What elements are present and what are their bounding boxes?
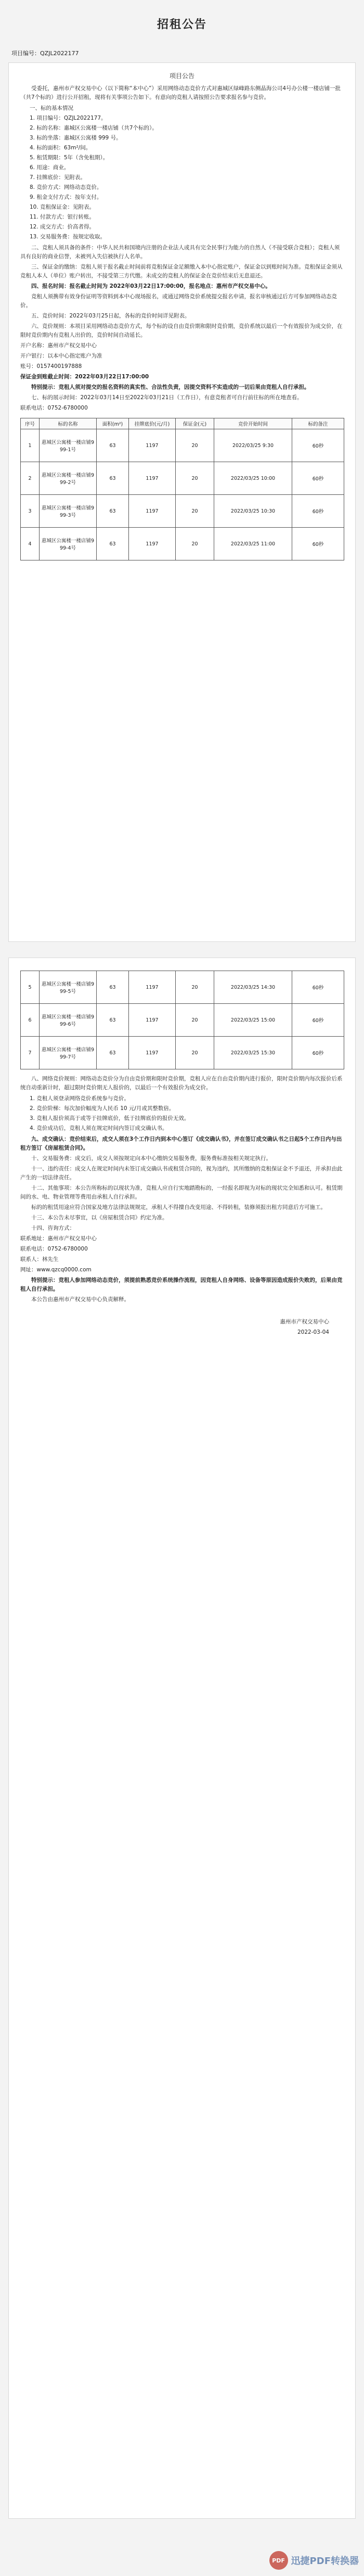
table-cell: 2022/03/25 11:00 [214,528,292,560]
table-cell: 1197 [129,429,176,462]
table-cell: 惠城区公寓楼一楼店铺999-1号 [40,429,97,462]
table-cell: 20 [176,429,214,462]
table-cell: 63 [97,429,129,462]
registration-method-paragraph: 竞租人须携带有效身份证明等资料到本中心现场报名，或通过网络竞价系统提交报名申请，报名审核通过后方可参加网络动态竞价。 [20,294,337,309]
list-item: 5. 租赁期限：5年（含免租期）。 [30,155,109,161]
table-cell: 60秒 [292,495,344,528]
table-cell: 2 [21,462,40,495]
contact-person: 联系人：林先生 [20,1256,59,1263]
watermark-text: 迅捷PDF转换器 [291,2556,359,2567]
table-cell: 惠城区公寓楼一楼店铺999-6号 [40,1004,97,1037]
table-row [21,495,344,528]
liability-paragraph: 十一、违约责任：成交人在规定时间内未签订成交确认书或租赁合同的，视为违约，其所缴纳的竞租保证金不予退还，并承担由此产生的一切法律责任。 [20,1166,343,1181]
table-cell: 63 [97,495,129,528]
table-cell: 7 [21,1037,40,1069]
lots-table-part-1 [20,418,344,560]
table-cell: 惠城区公寓楼一楼店铺999-4号 [40,528,97,560]
list-item: 4. 竞价成功后，竞租人须在规定时间内签订成交确认书。 [30,1125,168,1131]
contact-phone-2: 联系电话：0752-6780000 [20,1246,88,1252]
announcement-page-2 [8,958,356,2519]
table-row [21,971,344,1004]
special-notice-paragraph: 特别提示：竞租人须对提交的报名资料的真实性、合法性负责，因提交资料不实造成的一切后果由竞租人自行承担。 [31,384,310,390]
signature-block [9,1317,329,1337]
list-item: 1. 竞租人须登录网络竞价系统参与竞价。 [30,1095,129,1102]
table-cell: 60秒 [292,971,344,1004]
table-cell: 惠城区公寓楼一楼店铺999-5号 [40,971,97,1004]
list-item: 3. 竞租人报价须高于或等于挂牌底价，低于挂牌底价的报价无效。 [30,1115,190,1121]
table-cell: 20 [176,1037,214,1069]
contact-phone: 联系电话：0752-6780000 [20,405,88,411]
table-header-cell: 保证金(元) [176,418,214,429]
table-cell: 20 [176,495,214,528]
bidding-rule-paragraph: 六、竞价规则：本项目采用网络动态竞价方式，每个标的设自由竞价期和限时竞价期，竞价系统以最后一个有效报价为成交价，在限时竞价期内有竞租人出价的，竞价时间自动延长。 [20,323,343,338]
signature-date: 2022-03-04 [297,1329,329,1335]
table-cell: 1197 [129,1004,176,1037]
list-item: 9. 租金支付方式：按年支付。 [30,194,102,200]
list-item: 7. 挂牌底价：见附表。 [30,174,86,181]
signature-organization: 惠州市产权交易中心 [280,1319,329,1325]
document-title: 招租公告 [157,18,207,31]
table-cell: 60秒 [292,462,344,495]
table-cell: 63 [97,1037,129,1069]
table-cell: 1197 [129,528,176,560]
bidding-rule-list [9,1094,355,1133]
website-link[interactable]: 网址：www.qzcq0000.com [20,1267,92,1273]
table-cell: 5 [21,971,40,1004]
table-cell: 63 [97,971,129,1004]
table-cell: 2022/03/25 9:30 [214,429,292,462]
table-cell: 惠城区公寓楼一楼店铺999-7号 [40,1037,97,1069]
table-cell: 60秒 [292,429,344,462]
table-cell: 20 [176,462,214,495]
lots-table-part-2 [20,971,344,1069]
table-cell: 1197 [129,1037,176,1069]
table-row [21,1004,344,1037]
table-header-row [21,418,344,429]
deposit-paragraph: 三、保证金的缴纳：竞租人须于报名截止时间前将竞租保证金足额缴入本中心指定账户，保证金以到账时间为准。竞租保证金须从竞租人本人（单位）账户转出，不接受第三方代缴。未成交的竞租人的保证金在竞价结束后无息退还。 [20,264,343,279]
bidding-notice-paragraph: 特别提示：竞租人参加网络动态竞价，须提前熟悉竞价系统操作流程，因竞租人自身网络、设备等原因造成报价失败的，后果由竞租人自行承担。 [20,1277,343,1292]
list-item: 1. 项目编号：QZJL2022177。 [30,115,107,121]
table-cell: 2022/03/25 15:00 [214,1004,292,1037]
announcement-subtitle: 项目公告 [169,72,194,80]
table-cell: 1197 [129,462,176,495]
table-cell: 2022/03/25 15:30 [214,1037,292,1069]
bank-account-name: 开户名称：惠州市产权交易中心 [20,342,97,349]
contact-heading: 十四、咨询方式： [31,1225,75,1231]
table-header-cell: 面积(m²) [97,418,129,429]
table-header-cell: 序号 [21,418,40,429]
table-row [21,429,344,462]
registration-paragraph: 四、报名时间：报名截止时间为 2022年03月22日17:00:00，报名地点：惠州市产权交易中心。 [31,283,271,289]
confirmation-paragraph: 九、成交确认：竞价结束后，成交人须在3个工作日内到本中心签订《成交确认书》，并在签订成交确认书之日起5个工作日内与出租方签订《房屋租赁合同》。 [20,1136,342,1151]
other-matters-paragraph: 十二、其他事项：本公告所称标的以现状为准，竞租人应自行实地踏勘标的，一经报名即视为对标的现状完全知悉和认可。租赁期间的水、电、物业管理等费用由承租人自行承担。 [20,1185,343,1200]
table-header-cell: 标的备注 [292,418,344,429]
table-row [21,528,344,560]
eligibility-paragraph: 二、竞租人须具备的条件：中华人民共和国境内注册的企业法人或具有完全民事行为能力的自然人（不接受联合竞租）；竞租人须具有良好的商业信誉，未被列入失信被执行人名单。 [20,245,340,260]
interpretation-paragraph: 本公告由惠州市产权交易中心负责解释。 [31,1296,129,1303]
service-fee-paragraph: 十、交易服务费：成交后，成交人须按规定向本中心缴纳交易服务费，服务费标准按相关规定执行。 [31,1155,271,1162]
table-cell: 2022/03/25 14:30 [214,971,292,1004]
table-cell: 惠城区公寓楼一楼店铺999-3号 [40,495,97,528]
table-cell: 60秒 [292,1037,344,1069]
list-item: 13. 交易服务费：按规定收取。 [30,234,106,240]
table-cell: 60秒 [292,528,344,560]
contract-paragraph: 十三、本公告未尽事宜，以《房屋租赁合同》约定为准。 [31,1215,168,1221]
list-item: 2. 标的名称：惠城区公寓楼一楼店铺（共7个标的）。 [30,125,158,131]
intro-paragraph: 受委托，惠州市产权交易中心（以下简称“本中心”）采用网络动态竞价方式对惠城区绿峰路东侧晶海公司4号办公楼一楼店铺一批（共7个标的）进行公开招租，现将有关事项公告如下。有意向的竞租人请按照公告要求报名参与竞价。 [20,85,341,100]
table-cell: 1197 [129,495,176,528]
table-cell: 2022/03/25 10:00 [214,462,292,495]
viewing-time-paragraph: 七、标的展示时间：2022年03月14日至2022年03月21日（工作日），有意竞租者可自行前往标的所在地查看。 [31,394,303,401]
list-item: 12. 成交方式：价高者得。 [30,224,95,230]
list-item: 4. 标的面积：63m²/间。 [30,145,92,151]
deposit-deadline: 保证金到账截止时间：2022年03月22日17:00:00 [20,374,149,380]
table-cell: 6 [21,1004,40,1037]
list-item: 6. 用途：商业。 [30,164,70,171]
table-cell: 惠城区公寓楼一楼店铺999-2号 [40,462,97,495]
table-cell: 20 [176,971,214,1004]
list-item: 8. 竞价方式：网络动态竞价。 [30,184,102,190]
bank-account-number: 账号：0157400197888 [20,363,82,369]
table-cell: 2022/03/25 10:30 [214,495,292,528]
list-item: 11. 付款方式：银行转账。 [30,214,95,220]
list-item: 一、标的基本情况 [30,105,73,111]
bidding-time-paragraph: 五、竞价时间：2022年03月25日起，各标的竞价时间详见附表。 [31,313,190,319]
list-item: 3. 标的坐落：惠城区公寓楼 999 号。 [30,135,122,141]
table-header-cell: 标的名称 [40,418,97,429]
table-cell: 20 [176,1004,214,1037]
contact-address: 联系地址：惠州市产权交易中心 [20,1235,97,1242]
announcement-page-1 [8,62,356,942]
converter-watermark [269,2551,359,2570]
table-cell: 3 [21,495,40,528]
list-item: 10. 竞租保证金：见附表。 [30,204,95,210]
table-cell: 63 [97,528,129,560]
bank-name: 开户银行：以本中心指定账户为准 [20,353,102,359]
table-cell: 63 [97,462,129,495]
table-row [21,462,344,495]
table-cell: 60秒 [292,1004,344,1037]
usage-paragraph: 标的的租赁用途应符合国家及地方法律法规规定，承租人不得擅自改变用途、不得转租，装修须报出租方同意后方可施工。 [31,1204,326,1210]
basic-info-list [9,104,355,242]
table-header-cell: 竞价开始时间 [214,418,292,429]
table-cell: 1 [21,429,40,462]
project-number: 项目编号：QZJL2022177 [11,50,79,57]
table-cell: 4 [21,528,40,560]
table-cell: 63 [97,1004,129,1037]
online-bidding-rules: 八、网络竞价规则：网络动态竞价分为自由竞价期和限时竞价期，竞租人应在自由竞价期内进行报价，限时竞价期内每次报价后系统自动重新计时，超过限时竞价期无人报价的，以最后一个有效报价为成交价。 [20,1076,343,1091]
list-item: 2. 竞价阶梯：每次加价幅度为人民币 10 元/月或其整数倍。 [30,1105,175,1112]
table-cell: 20 [176,528,214,560]
table-cell: 1197 [129,971,176,1004]
table-row [21,1037,344,1069]
watermark-logo-icon: PDF [269,2551,288,2570]
table-header-cell: 挂牌底价(元/月) [129,418,176,429]
